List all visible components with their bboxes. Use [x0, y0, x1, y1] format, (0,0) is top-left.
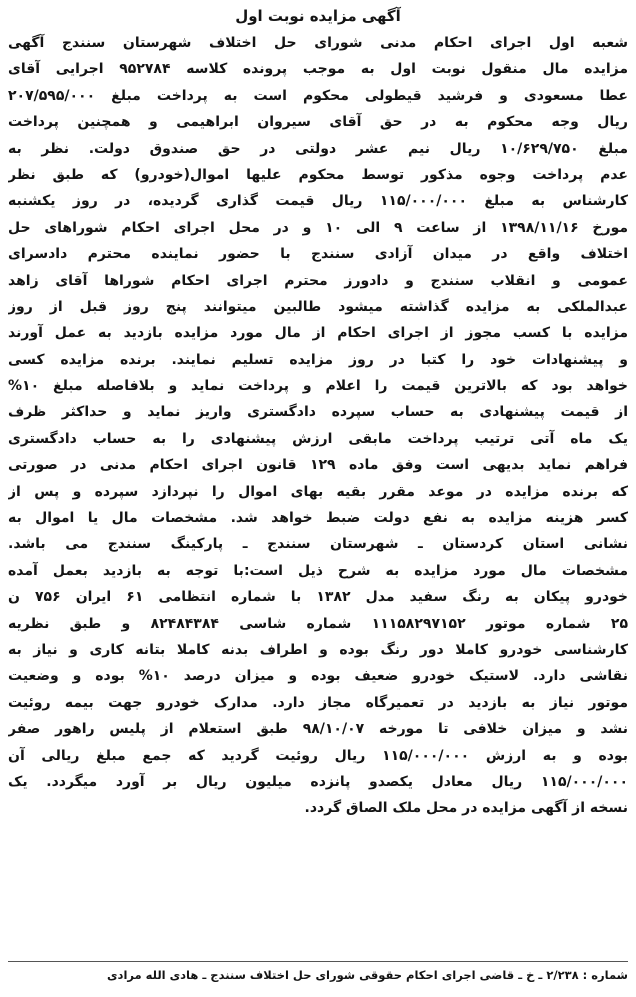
notice-line: موتور نیاز به بازدید در تعمیرگاه مجاز دارد. مدارک خودرو جهت بیمه روئیت [8, 694, 628, 711]
notice-line: مورخ ۱۳۹۸/۱۱/۱۶ از ساعت ۹ الی ۱۰ و در محل اجرای احکام شوراهای حل [8, 219, 628, 236]
notice-line: کارشناس به مبلغ ۱۱۵/۰۰۰/۰۰۰ ریال قیمت گذاری گردیده، در روز یکشنبه [8, 193, 628, 210]
notice-line: بوده و به ارزش ۱۱۵/۰۰۰/۰۰۰ ریال روئیت گردید که جمع مبلغ ریالی آن [8, 747, 628, 764]
notice-line: و پیشنهادات خود را کتبا در روز مزایده تسلیم نمایند. برنده مزایده کسی [8, 351, 628, 368]
notice-line: مبلغ ۱۰/۶۲۹/۷۵۰ ریال نیم عشر دولتی در حق صندوق دولت. نظر به [8, 140, 628, 157]
notice-line: مزایده مال منقول نوبت اول به موجب پرونده کلاسه ۹۵۲۷۸۴ اجرایی آقای [8, 61, 628, 78]
notice-line: که برنده مزایده در موعد مقرر بقیه بهای اموال را نپردازد سپرده و پس از [8, 483, 628, 500]
notice-line: کارشناسی خودرو کاملا دور رنگ بوده و اطراف بدنه کاملا بتانه کاری و نیاز به [8, 641, 628, 658]
notice-line: کسر هزینه مزایده به نفع دولت ضبط خواهد شد. مشخصات مال یا اموال به [8, 510, 628, 527]
notice-line: عمومی و انقلاب سنندج و دادورز محترم اجرای احکام شوراها آقای زاهد [8, 272, 628, 289]
notice-line: عطا مسعودی و فرشید قیطولی محکوم است به پرداخت مبلغ ۲۰۷/۵۹۵/۰۰۰ [8, 87, 628, 104]
notice-line: مزایده با کسب مجوز از اجرای احکام از مال مورد مزایده بازدید به عمل آورند [8, 325, 628, 342]
notice-line: یک ماه آتی ترتیب پرداخت مابقی ارزش پیشنهادی را به حساب دادگستری [8, 430, 628, 447]
auction-notice [8, 4, 628, 988]
notice-line: اختلاف واقع در میدان آزادی سنندج با حضور نماینده محترم دادسرای [8, 246, 628, 263]
notice-line: از قیمت پیشنهادی به حساب سپرده دادگستری واریز نماید و حداکثر ظرف [8, 404, 628, 421]
notice-line: شعبه اول اجرای احکام مدنی شورای حل اختلاف شهرستان سنندج آگهی [8, 35, 628, 51]
notice-line: نشانی استان کردستان ـ شهرستان سنندج ـ پارکینگ سنندج می باشد. [8, 536, 628, 553]
notice-line: نسخه از آگهی مزایده در محل ملک الصاق گردد. [304, 800, 628, 817]
notice-line: نشد و میزان خلافی تا مورخه ۹۸/۱۰/۰۷ طبق استعلام از پلیس راهور صفر [8, 721, 628, 738]
notice-footer: شماره : ۲/۲۳۸ ـ خ ـ قاضی اجرای احکام حقوقی شورای حل اختلاف سنندج ـ هادی الله مرادی [8, 961, 628, 988]
notice-body [8, 30, 628, 822]
notice-line: مشخصات مال مورد مزایده به شرح ذیل است:با توجه به بازدید بعمل آمده [8, 562, 628, 579]
notice-line: نقاشی دارد. لاستیک خودرو ضعیف بوده و میزان درصد ۱۰% بوده و وضعیت [8, 668, 628, 685]
notice-line: عدم پرداخت وجوه مذکور توسط محکوم علیها اموال(خودرو) که طبق نظر [8, 166, 628, 183]
notice-line: فراهم نماید بدیهی است وفق ماده ۱۲۹ قانون اجرای احکام مدنی در صورتی [8, 457, 628, 474]
notice-line: خودرو پیکان به رنگ سفید مدل ۱۳۸۲ با شماره انتظامی ۶۱ ایران ۷۵۶ ن [8, 589, 628, 606]
notice-line: عبدالملکی به مزایده گذاشته میشود طالبین میتوانند پنج روز قبل از روز [8, 298, 628, 315]
notice-line: ۱۱۵/۰۰۰/۰۰۰ ریال معادل یکصدو پانزده میلیون ریال بر آورد میگردد. یک [8, 773, 628, 790]
notice-line: خواهد بود که بالاترین قیمت را اعلام و پرداخت نماید و بلافاصله مبلغ ۱۰% [8, 378, 628, 395]
notice-title: آگهی مزایده نوبت اول [235, 7, 401, 25]
notice-line: ریال وجه محکوم به در حق آقای سیروان ابراهیمی و همچنین پرداخت [8, 114, 628, 131]
notice-line: ۲۵ شماره موتور ۱۱۱۵۸۲۹۷۱۵۲ شماره شاسی ۸۲۴۸۴۳۸۴ و طبق نظریه [8, 615, 628, 632]
